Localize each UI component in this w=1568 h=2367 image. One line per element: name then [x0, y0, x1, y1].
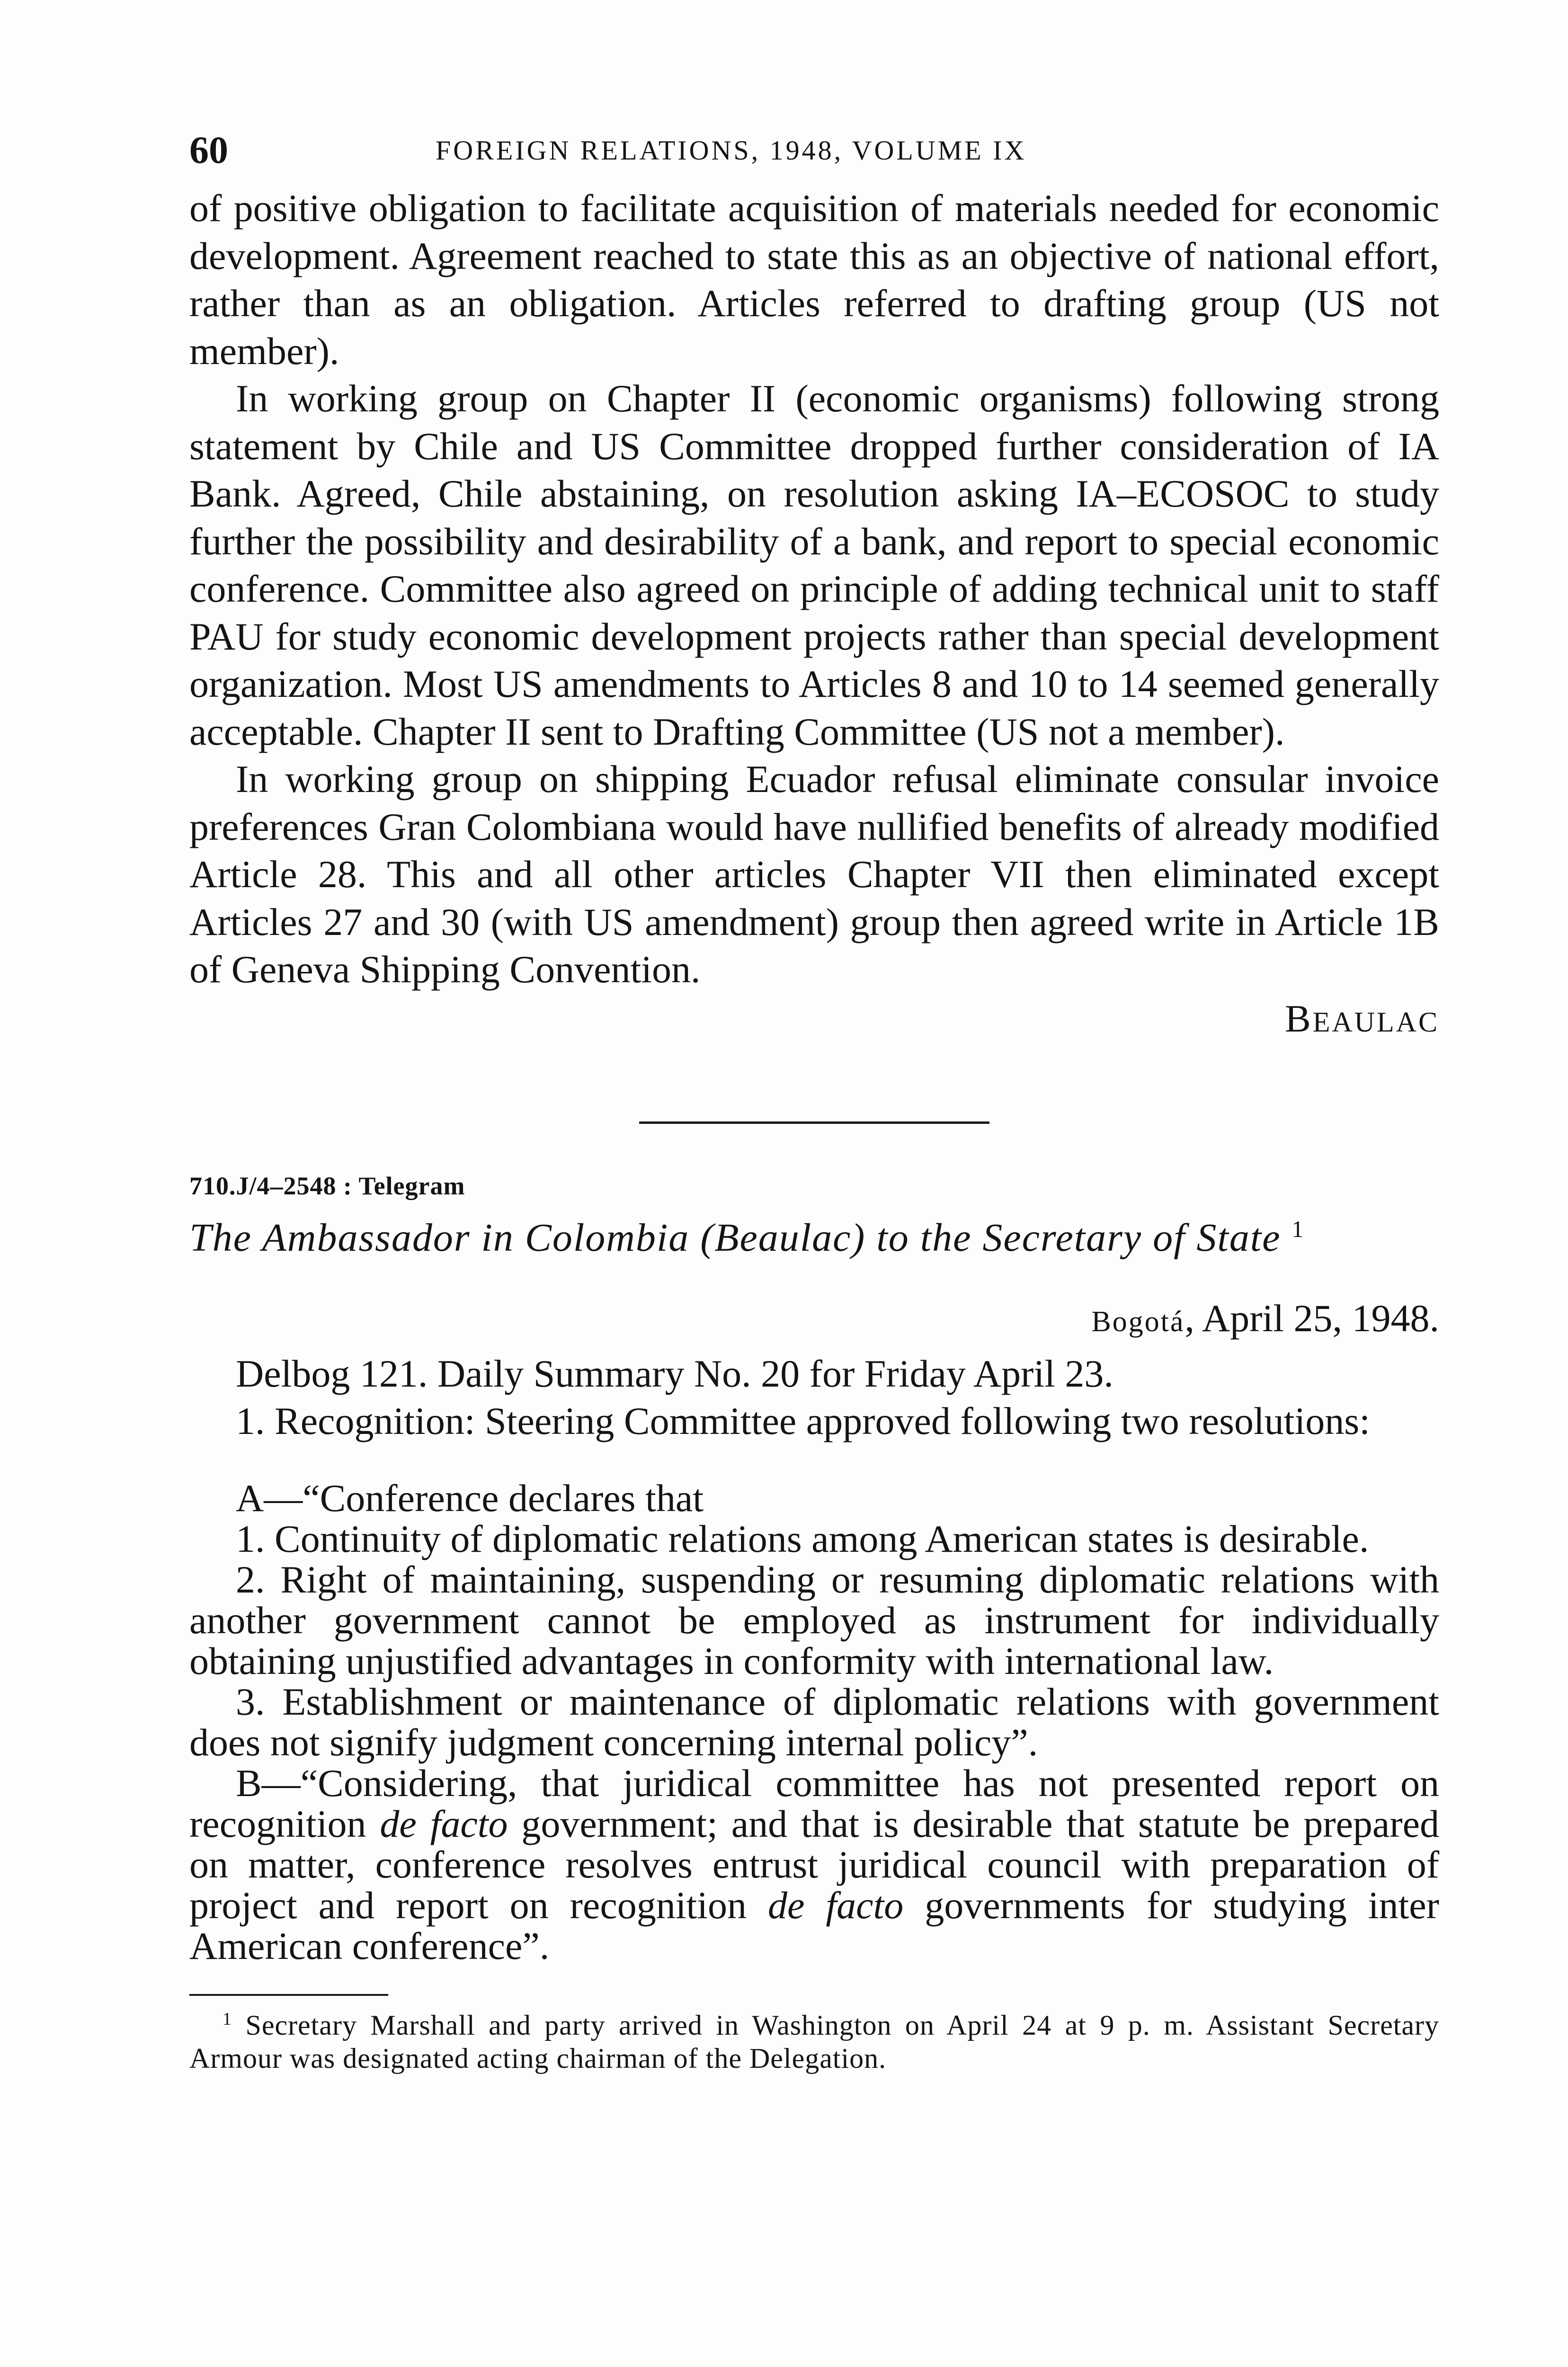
resolution-b [189, 1763, 1439, 1967]
footnote-divider [189, 1994, 388, 1996]
section-divider [639, 1121, 989, 1124]
paragraph: In working group on shipping Ecuador refusal eliminate consular invoice preferences Gran Colombiana would have nullified benefits of already modified Article 28. This and all other articles Chapter VII then eliminated except Articles 27 and 30 (with US amendment) group then agreed write in Article 1B of Geneva Shipping Convention. [189, 757, 1439, 991]
signature [189, 997, 1439, 1041]
resolution-item: 3. Establishment or maintenance of diplomatic relations with government does not signify judgment concerning internal policy”. [189, 1680, 1439, 1764]
resolution-item: 2. Right of maintaining, suspending or resuming diplomatic relations with another government cannot be employed as instrument for individually obtaining unjustified advantages in conformity with international law. [189, 1557, 1439, 1682]
page-number: 60 [189, 128, 228, 171]
paragraph: In working group on Chapter II (economic organisms) following strong statement by Chile and US Committee dropped further consideration of IA Bank. Agreed, Chile abstaining, on resolution asking IA–ECOSOC to study further the possibility and desirability of a bank, and report to special economic conference. Committee also agreed on principle of adding technical unit to staff PAU for study economic development projects rather than special development organization. Most US amendments to Articles 8 and 10 to 14 seemed generally acceptable. Chapter II sent to Drafting Committee (US not a member). [189, 377, 1439, 753]
page-header [189, 128, 1439, 185]
signature-initial: B [1284, 997, 1313, 1040]
dateline-date: , April 25, 1948. [1185, 1296, 1439, 1340]
resolution-b-text: governments for studying inter American conference”. [189, 1883, 1439, 1967]
footnote-text: Secretary Marshall and party arrived in Washington on April 24 at 9 p. m. Assistant Secretary Armour was designated acting chairman of the Delegation. [189, 2009, 1439, 2074]
resolution-item: 1. Continuity of diplomatic relations among American states is desirable. [236, 1517, 1369, 1560]
paragraph: 1. Recognition: Steering Committee approved following two resolutions: [236, 1399, 1370, 1442]
continued-telegram-text [189, 185, 1439, 994]
dateline-place: Bogotá [1091, 1305, 1185, 1338]
footnote-number: 1 [223, 2009, 232, 2029]
telegram-body [189, 1350, 1439, 1445]
document-title-text: The Ambassador in Colombia (Beaulac) to the Secretary of State [189, 1215, 1281, 1260]
running-head: FOREIGN RELATIONS, 1948, VOLUME IX [436, 135, 1027, 166]
resolution-b-text: government; and that is desirable that statute be prepared on matter, conference resolves entrust juridical council with preparation of project and report on recognition [189, 1802, 1439, 1927]
footnote-marker: 1 [1292, 1215, 1305, 1242]
resolution-b-italic: de facto [380, 1802, 508, 1845]
document-page [189, 128, 1439, 2075]
resolution-b-text: B—“Considering, that juridical committee has not presented report on recognition [189, 1761, 1439, 1845]
signature-rest: EAULAC [1312, 1006, 1439, 1038]
paragraph: Delbog 121. Daily Summary No. 20 for Friday April 23. [236, 1352, 1114, 1395]
resolutions-block [189, 1478, 1439, 1967]
resolution-a-intro: A—“Conference declares that [236, 1476, 704, 1520]
footnote [189, 2002, 1439, 2075]
document-title [189, 1215, 1439, 1261]
dateline [189, 1296, 1439, 1341]
file-reference: 710.J/4–2548 : Telegram [189, 1171, 465, 1200]
resolution-b-italic: de facto [768, 1883, 904, 1927]
paragraph: of positive obligation to facilitate acquisition of materials needed for economic development. Agreement reached to state this as an objective of national effort, rather than as an obligation. Articles referred to drafting group (US not member). [189, 187, 1439, 373]
